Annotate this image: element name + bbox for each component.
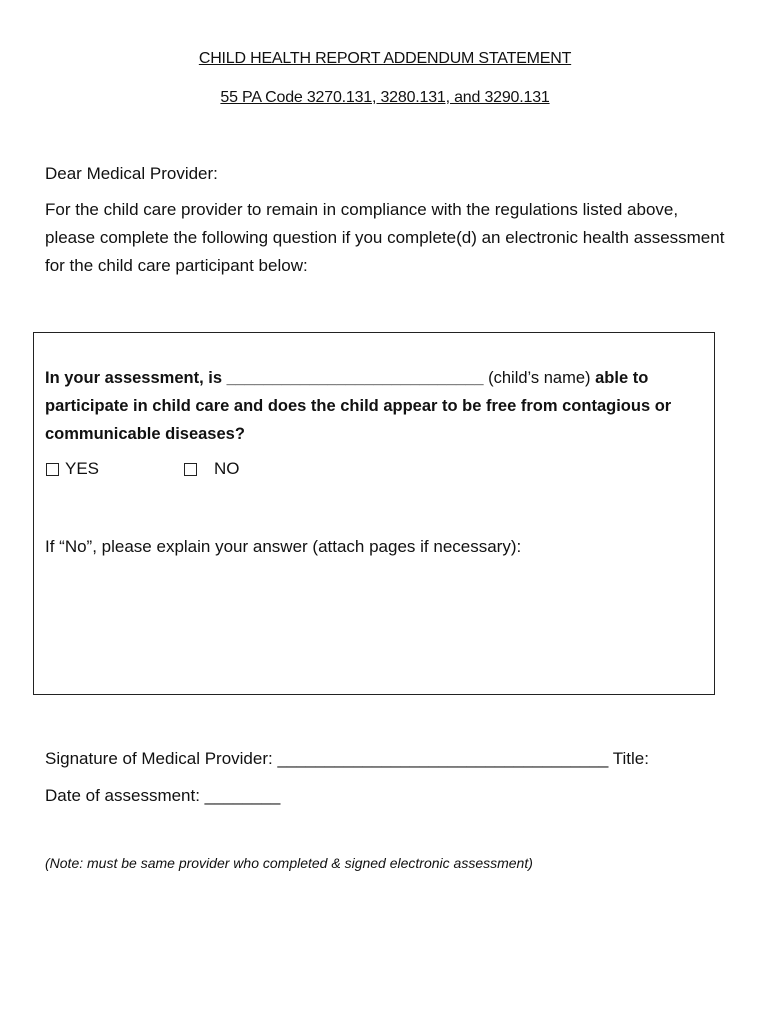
question-text-part2: able to participate in child care and does the child appear to be free from contagious or communicable diseases? <box>45 369 672 443</box>
no-option[interactable] <box>184 458 240 480</box>
yes-checkbox[interactable] <box>46 463 59 476</box>
question-text-part1: In your assessment, is ____________________________ <box>45 369 484 387</box>
regulation-citation: 55 PA Code 3270.131, 3280.131, and 3290.131 <box>220 89 550 106</box>
explanation-prompt: If “No”, please explain your answer (attach pages if necessary): <box>45 537 522 556</box>
document-title: CHILD HEALTH REPORT ADDENDUM STATEMENT <box>198 50 572 67</box>
assessment-question <box>45 364 717 448</box>
greeting: Dear Medical Provider: <box>45 164 218 183</box>
yes-option[interactable] <box>46 458 99 480</box>
assessment-question-box <box>33 332 715 695</box>
no-label: NO <box>214 459 240 478</box>
date-of-assessment-line: Date of assessment: ________ <box>45 786 281 805</box>
childs-name-label: (child’s name) <box>483 369 596 387</box>
no-checkbox[interactable] <box>184 463 197 476</box>
provider-note: (Note: must be same provider who completed & signed electronic assessment) <box>45 855 533 871</box>
yes-label: YES <box>65 459 100 478</box>
intro-paragraph: For the child care provider to remain in compliance with the regulations listed above, please complete the following question if you complete(d) an electronic health assessment for the child care participant below: <box>45 200 725 275</box>
signature-line: Signature of Medical Provider: ___________________________________ Title: <box>45 749 649 768</box>
